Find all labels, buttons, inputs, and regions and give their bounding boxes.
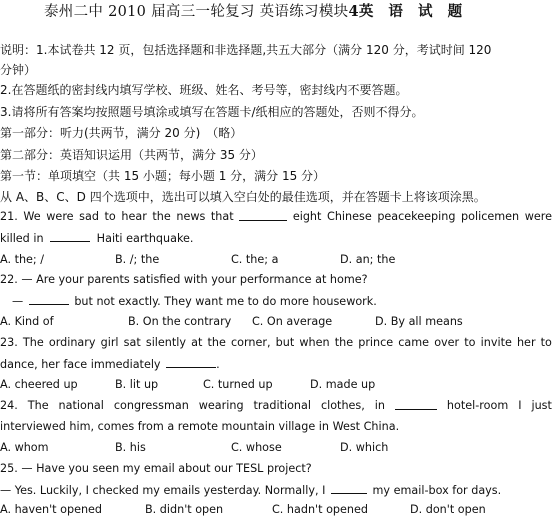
q23-word: The (22, 336, 44, 349)
instruction-line-2: 分钟） (0, 63, 37, 77)
question-23-line-1 (0, 335, 552, 351)
q22-option-c: C. On average (252, 315, 333, 328)
q23-word: the (207, 336, 226, 349)
q23-word: when (299, 336, 330, 349)
page-title-subject: 4英 语 试 题 (348, 3, 463, 20)
answer-blank (166, 356, 216, 368)
q23-option-b: B. lit up (115, 378, 159, 391)
question-21-line-1 (0, 209, 552, 225)
q21-word: the (152, 210, 171, 223)
q24-word: congressman (113, 399, 189, 412)
q21-word: Chinese (327, 210, 372, 223)
q23-word: over (434, 336, 460, 349)
q21-option-d: D. an; the (340, 253, 396, 266)
q25-option-c: C. hadn't opened (272, 503, 368, 516)
question-24-line-2: interviewed him, comes from a remote mountain village in West China. (0, 420, 400, 433)
q23-word: to (464, 336, 476, 349)
q23-word: ordinary (48, 336, 96, 349)
q21-word: We (23, 210, 41, 223)
q23-word: invite (480, 336, 512, 349)
page-title (44, 3, 462, 21)
q23-word: the (334, 336, 354, 349)
q22-option-d: D. By all means (375, 315, 463, 328)
q24-option-a: A. whom (0, 441, 49, 454)
q23-word: sat (123, 336, 141, 349)
q21-word: were (46, 210, 74, 223)
q23-word: to (540, 336, 552, 349)
answer-blank (29, 293, 69, 305)
q21-word: peacekeeping (377, 210, 456, 223)
q25-option-d: D. don't open (410, 503, 486, 516)
q21-word: were (524, 210, 552, 223)
q25-option-b: B. didn't open (145, 503, 224, 516)
q24-word: 24. (0, 399, 18, 412)
section-one-heading: 第一节：单项填空（共 15 小题；每小题 1 分，满分 15 分） (0, 169, 326, 183)
page-title-main: 泰州二中 2010 届高三一轮复习 英语练习模块 (44, 4, 349, 20)
q22-option-b: B. On the contrary (128, 315, 232, 328)
question-23-line-2: dance, her face immediately . (0, 358, 220, 371)
q24-word: in (374, 399, 385, 412)
q23-word: silently (145, 336, 186, 349)
q24-word: national (58, 399, 104, 412)
question-24-line-1 (0, 398, 552, 414)
q21-text: killed in (0, 232, 44, 245)
q23-word: at (191, 336, 203, 349)
q21-word: 21. (0, 210, 18, 223)
q23-word: her (516, 336, 536, 349)
q25-option-a: A. haven't opened (0, 503, 103, 516)
q21-option-a: A. the; / (0, 253, 45, 266)
q24-option-d: D. which (340, 441, 389, 454)
part-two-heading: 第二部分：英语知识运用（共两节，满分 35 分） (0, 148, 263, 162)
answer-blank (239, 209, 287, 221)
q22-text: but not exactly. They want me to do more housework. (74, 295, 377, 308)
q21-text: Haiti earthquake. (96, 232, 194, 245)
q24-word: traditional (253, 399, 311, 412)
q21-word: that (210, 210, 234, 223)
q21-option-c: C. the; a (231, 253, 279, 266)
q21-word: policemen (461, 210, 520, 223)
answer-blank (50, 230, 90, 242)
q23-option-d: D. made up (310, 378, 376, 391)
q21-word: hear (121, 210, 147, 223)
question-21-line-2 (0, 230, 193, 247)
q24-word: hotel-room (446, 399, 509, 412)
q24-option-c: C. whose (231, 441, 282, 454)
part-one-heading: 第一部分：听力(共两节，满分 20 分) （略） (0, 126, 243, 140)
question-25-line-1: 25. — Have you seen my email about our TESL project? (0, 462, 312, 475)
q24-word: wearing (198, 399, 244, 412)
q24-word: just (531, 399, 552, 412)
answer-blank (331, 482, 367, 494)
answer-blank (395, 398, 437, 410)
q24-word: I (518, 399, 522, 412)
q22-dash: — (12, 295, 24, 308)
q23-word: prince (358, 336, 394, 349)
instruction-line-4: 3.请将所有答案均按照题号填涂或填写在答题卡/纸相应的答题处，否则不得分。 (0, 105, 424, 119)
instruction-line-3: 2.在答题纸的密封线内填写学校、班级、姓名、考号等，密封线内不要答题。 (0, 83, 408, 97)
q25-text: my email-box for days. (372, 484, 502, 497)
q23-word: came (398, 336, 430, 349)
q24-word: clothes, (320, 399, 365, 412)
q21-option-b: B. /; the (115, 253, 160, 266)
q22-option-a: A. Kind of (0, 315, 54, 328)
q21-word: sad (79, 210, 99, 223)
question-25-line-2 (0, 482, 501, 499)
q21-word: to (104, 210, 116, 223)
q23-option-c: C. turned up (203, 378, 273, 391)
question-22-line-1: 22. — Are your parents satisfied with your performance at home? (0, 273, 368, 286)
q24-option-b: B. his (115, 441, 146, 454)
question-22-line-2 (12, 293, 377, 310)
q23-text: dance, her face immediately (0, 358, 161, 371)
q25-text: — Yes. Luckily, I checked my emails yesterday. Normally, I (0, 484, 326, 497)
q23-word: 23. (0, 336, 18, 349)
directions-text: 从 A、B、C、D 四个选项中，选出可以填入空白处的最佳选项，并在答题卡上将该项涂黑。 (0, 190, 486, 204)
q24-word: The (27, 399, 49, 412)
q21-word: news (176, 210, 206, 223)
q23-option-a: A. cheered up (0, 378, 78, 391)
q23-word: corner, (231, 336, 271, 349)
q23-word: but (275, 336, 295, 349)
instruction-line-1: 说明：1.本试卷共 12 页，包括选择题和非选择题,共五大部分（满分 120 分，考试时间 120 (0, 43, 492, 57)
q21-word: eight (292, 210, 322, 223)
q23-word: girl (100, 336, 119, 349)
